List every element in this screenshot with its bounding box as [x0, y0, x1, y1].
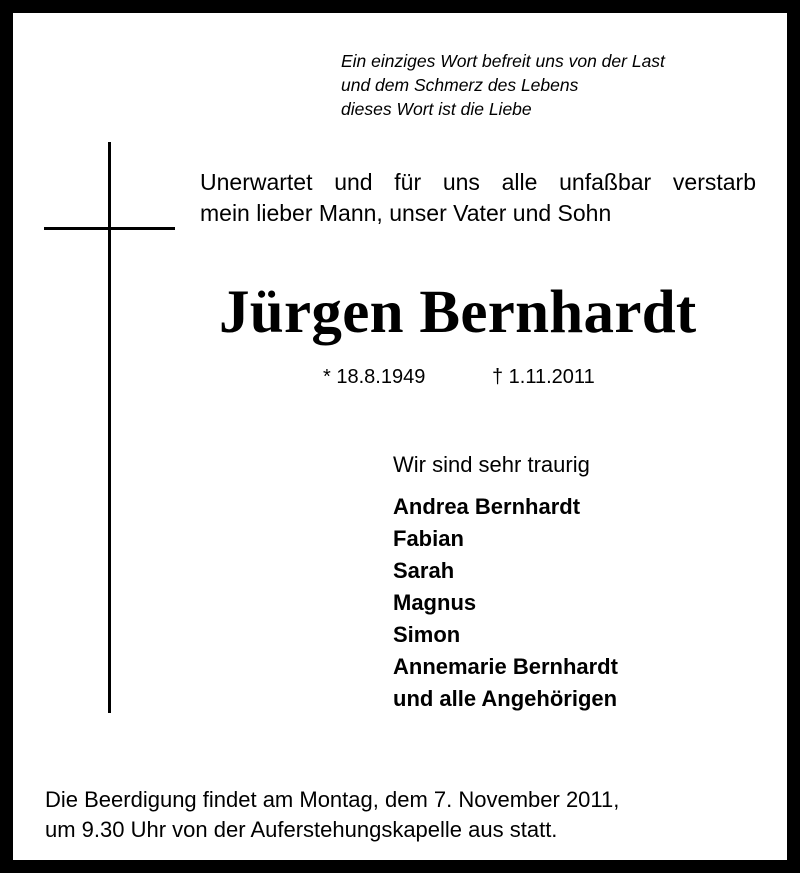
funeral-line: Die Beerdigung findet am Montag, dem 7. November 2011,: [45, 787, 620, 812]
motto-line: dieses Wort ist die Liebe: [341, 99, 532, 119]
obituary-card: [13, 13, 787, 860]
intro-text: [200, 167, 756, 229]
mourner-name: Fabian: [393, 526, 464, 551]
motto-line: Ein einziges Wort befreit uns von der Last: [341, 51, 665, 71]
death-date: † 1.11.2011: [492, 366, 595, 388]
deceased-name: Jürgen Bernhardt: [219, 279, 697, 346]
mourner-name: Sarah: [393, 558, 455, 583]
cross-icon-crossbar: [44, 227, 175, 230]
birth-date: * 18.8.1949: [323, 366, 426, 388]
mourning-statement: Wir sind sehr traurig: [393, 452, 590, 477]
motto-quote: [341, 49, 665, 121]
funeral-line: um 9.30 Uhr von der Auferstehungskapelle aus statt.: [45, 817, 558, 842]
mourner-name: Magnus: [393, 590, 477, 615]
mourner-name: Simon: [393, 622, 461, 647]
mourner-name: Annemarie Bernhardt: [393, 654, 618, 679]
mourner-name: Andrea Bernhardt: [393, 494, 581, 519]
mourner-list: [393, 491, 618, 715]
intro-line: Unerwartet und für uns alle unfaßbar verstarb: [200, 169, 756, 195]
motto-line: und dem Schmerz des Lebens: [341, 75, 579, 95]
intro-line: mein lieber Mann, unser Vater und Sohn: [200, 200, 612, 226]
funeral-notice: [45, 785, 619, 845]
mourner-name: und alle Angehörigen: [393, 686, 618, 711]
